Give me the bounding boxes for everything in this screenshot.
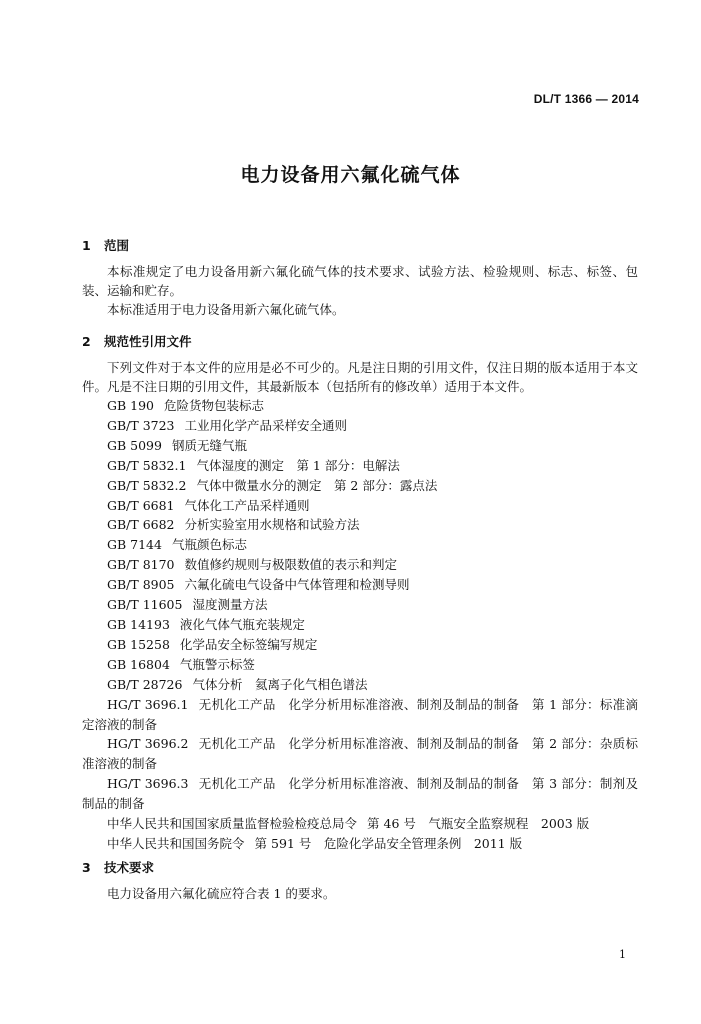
section-1-title: 范围 [104,238,130,253]
section-3-title: 技术要求 [104,860,155,875]
section-3-heading [82,858,154,876]
reference-item: GB 5099 钢质无缝气瓶 [107,437,247,453]
reference-item: GB/T 3723 工业用化学产品采样安全通则 [107,417,348,433]
reference-item: GB 15258 化学品安全标签编写规定 [107,636,318,652]
reference-item: HG/T 3696.2 无机化工产品 化学分析用标准溶液、制剂及制品的制备 第 2 部分：杂质标准溶液的制备 [82,736,638,772]
reference-item: GB 14193 液化气体气瓶充装规定 [107,616,305,632]
page-number: 1 [619,948,626,961]
section-2-heading [82,332,192,350]
reference-item: GB/T 11605 湿度测量方法 [107,597,268,613]
reference-list [82,396,638,854]
reference-item: GB/T 8905 六氟化硫电气设备中气体管理和检测导则 [107,577,410,593]
reference-item: HG/T 3696.1 无机化工产品 化学分析用标准溶液、制剂及制品的制备 第 1 部分：标准滴定溶液的制备 [82,696,638,732]
section-1-paragraph-2: 本标准适用于电力设备用新六氟化硫气体。 [107,302,345,317]
reference-item: 中华人民共和国国务院令 第 591 号 危险化学品安全管理条例 2011 版 [107,835,523,851]
section-1-heading [82,236,129,254]
reference-item: GB/T 5832.1 气体湿度的测定 第 1 部分：电解法 [107,457,400,473]
section-3-paragraph: 电力设备用六氟化硫应符合表 1 的要求。 [107,886,336,901]
reference-item: GB 190 危险货物包装标志 [107,398,265,413]
section-2-intro: 下列文件对于本文件的应用是必不可少的。凡是注日期的引用文件，仅注日期的版本适用于本文件。凡是不注日期的引用文件，其最新版本（包括所有的修改单）适用于本文件。 [82,360,638,394]
reference-item: GB/T 6681 气体化工产品采样通则 [107,497,310,513]
reference-item: GB/T 8170 数值修约规则与极限数值的表示和判定 [107,557,398,573]
reference-item: HG/T 3696.3 无机化工产品 化学分析用标准溶液、制剂及制品的制备 第 3 部分：制剂及制品的制备 [82,776,638,812]
reference-item: GB/T 5832.2 气体中微量水分的测定 第 2 部分：露点法 [107,477,438,493]
page-title: 电力设备用六氟化硫气体 [240,164,461,186]
reference-item: GB/T 28726 气体分析 氦离子化气相色谱法 [107,676,368,692]
section-1-paragraph-1: 本标准规定了电力设备用新六氟化硫气体的技术要求、试验方法、检验规则、标志、标签、包装、运输和贮存。 [82,264,638,298]
section-2-number: 2 [82,334,91,349]
section-2-title: 规范性引用文件 [104,334,192,349]
reference-item: 中华人民共和国国家质量监督检验检疫总局令 第 46 号 气瓶安全监察规程 2003 版 [107,816,590,832]
document-code: DL/T 1366 — 2014 [533,92,639,106]
reference-item: GB 16804 气瓶警示标签 [107,656,255,672]
section-1-number: 1 [82,238,91,253]
section-3-number: 3 [82,860,91,875]
reference-item: GB 7144 气瓶颜色标志 [107,537,247,553]
reference-item: GB/T 6682 分析实验室用水规格和试验方法 [107,517,360,533]
